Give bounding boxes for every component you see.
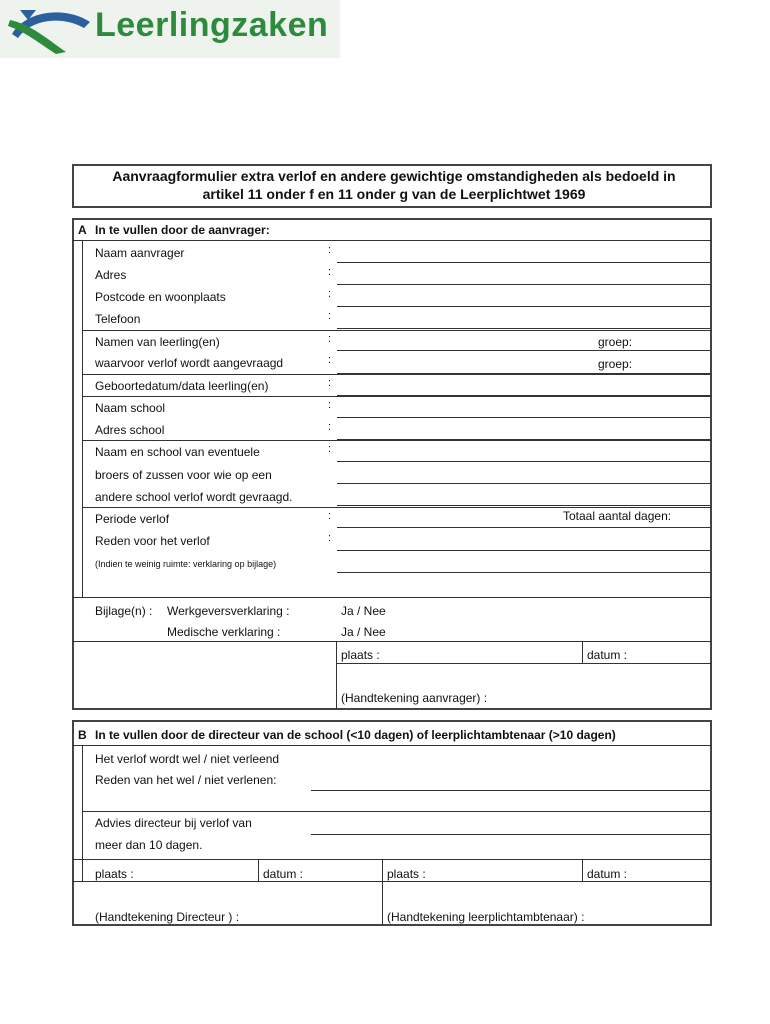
- note-weinig-ruimte: (Indien te weinig ruimte: verklaring op bijlage): [95, 559, 277, 569]
- field-namen-leerling-1[interactable]: [337, 350, 710, 351]
- field-reden-verlenen[interactable]: [311, 790, 710, 791]
- label-reden-verlenen: Reden van het wel / niet verlenen:: [95, 773, 277, 787]
- field-naam-aanvrager[interactable]: [337, 262, 710, 263]
- label-totaal-dagen: Totaal aantal dagen:: [563, 509, 672, 523]
- label-verlof-verleend: Het verlof wordt wel / niet verleend: [95, 752, 280, 766]
- section-a-letter: A: [78, 223, 87, 237]
- label-adres-school: Adres school: [95, 423, 165, 437]
- label-datum-leerplicht: datum :: [587, 867, 628, 881]
- label-waarvoor-verlof: waarvoor verlof wordt aangevraagd: [95, 356, 284, 370]
- field-reden-verlof-1[interactable]: [337, 550, 710, 551]
- form-title-line-1: Aanvraagformulier extra verlof en andere gewichtige omstandigheden als bedoeld in: [112, 168, 676, 184]
- label-datum-directeur: datum :: [263, 867, 304, 881]
- label-eventuele-1: Naam en school van eventuele: [95, 445, 260, 459]
- logo: [0, 0, 340, 58]
- label-reden-verlof: Reden voor het verlof: [95, 534, 210, 548]
- label-plaats-directeur: plaats :: [95, 867, 134, 881]
- label-postcode-woonplaats: Postcode en woonplaats: [95, 290, 226, 304]
- field-telefoon[interactable]: [337, 328, 710, 329]
- field-broers-zussen-2[interactable]: [337, 483, 710, 484]
- option-werkgever-ja-nee[interactable]: Ja / Nee: [341, 604, 386, 618]
- label-handtekening-directeur: (Handtekening Directeur ) :: [95, 910, 240, 924]
- label-groep-1: groep:: [598, 335, 633, 349]
- field-naam-school[interactable]: [337, 417, 710, 418]
- logo-text: Leerlingzaken: [95, 6, 329, 44]
- form-title-line-2: artikel 11 onder f en 11 onder g van de Leerplichtwet 1969: [202, 186, 586, 202]
- field-postcode-woonplaats[interactable]: [337, 306, 710, 307]
- label-plaats-leerplicht: plaats :: [387, 867, 426, 881]
- section-a-heading: In te vullen door de aanvrager:: [95, 223, 270, 237]
- label-naam-school: Naam school: [95, 401, 166, 415]
- label-handtekening-aanvrager: (Handtekening aanvrager) :: [341, 691, 488, 705]
- label-handtekening-leerplicht: (Handtekening leerplichtambtenaar) :: [387, 910, 585, 924]
- label-eventuele-2: broers of zussen voor wie op een: [95, 468, 272, 482]
- label-adres: Adres: [95, 268, 127, 282]
- section-b-letter: B: [78, 728, 87, 742]
- logo-swoosh-icon: [6, 4, 92, 56]
- option-medische-ja-nee[interactable]: Ja / Nee: [341, 625, 386, 639]
- label-advies-2: meer dan 10 dagen.: [95, 838, 203, 852]
- label-datum-aanvrager: datum :: [587, 648, 628, 662]
- field-periode-verlof[interactable]: [337, 527, 710, 528]
- label-eventuele-3: andere school verlof wordt gevraagd.: [95, 490, 293, 504]
- field-broers-zussen-1[interactable]: [337, 461, 710, 462]
- field-advies[interactable]: [311, 834, 710, 835]
- label-advies-1: Advies directeur bij verlof van: [95, 816, 252, 830]
- label-namen-leerling: Namen van leerling(en): [95, 335, 220, 349]
- label-periode-verlof: Periode verlof: [95, 512, 170, 526]
- section-b-heading: In te vullen door de directeur van de school (<10 dagen) of leerplichtambtenaar (>10 dagen): [95, 728, 616, 742]
- label-plaats-aanvrager: plaats :: [341, 648, 380, 662]
- label-werkgeversverklaring: Werkgeversverklaring :: [167, 604, 290, 618]
- label-groep-2: groep:: [598, 357, 633, 371]
- label-telefoon: Telefoon: [95, 312, 141, 326]
- field-broers-zussen-3[interactable]: [337, 505, 710, 506]
- label-bijlage: Bijlage(n) :: [95, 604, 153, 618]
- label-medische-verklaring: Medische verklaring :: [167, 625, 281, 639]
- field-reden-verlof-2[interactable]: [337, 572, 710, 573]
- field-adres[interactable]: [337, 284, 710, 285]
- label-geboortedatum: Geboortedatum/data leerling(en): [95, 379, 269, 393]
- label-naam-aanvrager: Naam aanvrager: [95, 246, 185, 260]
